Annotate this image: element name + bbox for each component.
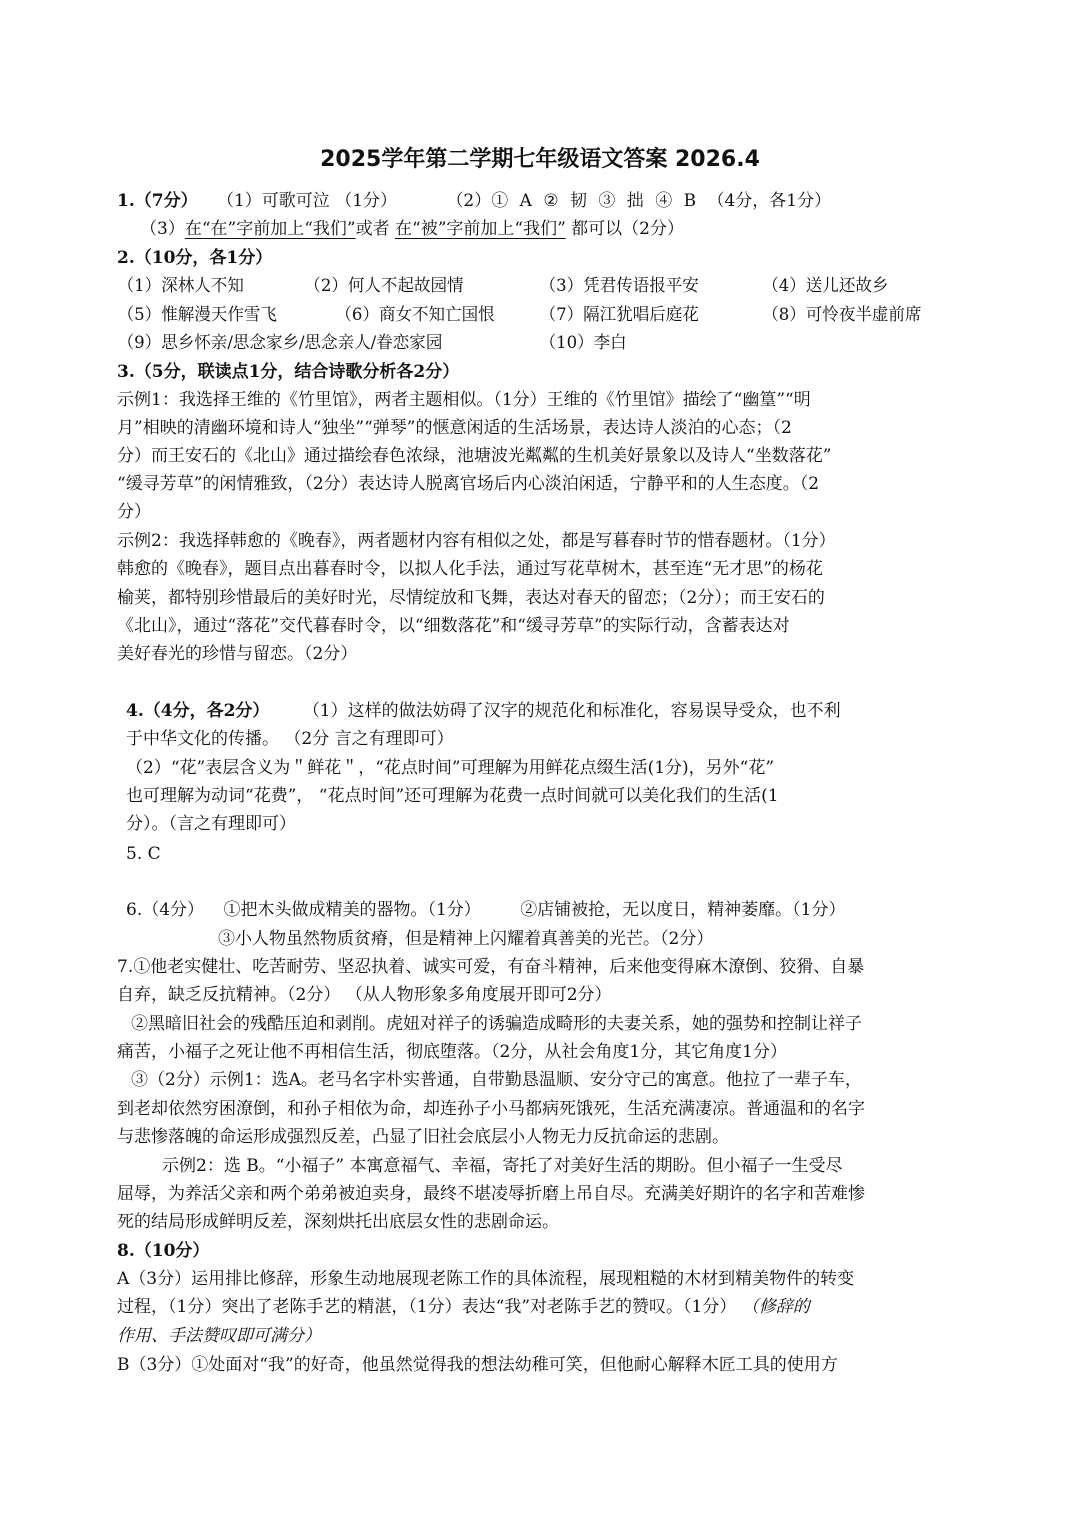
q3-line: 月”相映的清幽环境和诗人“独坐”“弹琴”的惬意闲适的生活场景，表达诗人淡泊的心态；（2 (117, 418, 792, 438)
q2-item: （1）深林人不知 (117, 276, 244, 296)
q8-heading: 8.（10分） (117, 1241, 210, 1261)
q6-answer-3: ③小人物虽然物质贫瘠，但是精神上闪耀着真善美的光芒。（2分） (218, 929, 714, 949)
q2-row-3 (0, 329, 1050, 357)
q3-line: 示例1：我选择王维的《竹里馆》，两者主题相似。（1分）王维的《竹里馆》描绘了“幽篁”“明 (117, 390, 811, 410)
q7-line: 死的结局形成鲜明反差，深刻烘托出底层女性的悲剧命运。 (117, 1212, 559, 1232)
q2-item: （6）商女不知亡国恨 (335, 305, 495, 325)
q2-item: （5）惟解漫天作雪飞 (117, 305, 277, 325)
q4-answer-1: （1）这样的做法妨碍了汉字的规范化和标准化，容易误导受众，也不利 (302, 701, 841, 721)
q1-answer-1: （1）可歌可泣 （1分） (216, 191, 398, 211)
q8-answer-a-text: 过程，（1分）突出了老陈手艺的精湛，（1分）表达“我”对老陈手艺的赞叹。（1分） (117, 1297, 742, 1317)
q6-answer-1: ①把木头做成精美的器物。（1分） (223, 900, 481, 920)
q4-line: 也可理解为动词“花费”， “花点时间”还可理解为花费一点时间就可以美化我们的生活(1 (126, 786, 779, 806)
q7-line: ②黑暗旧社会的残酷压迫和剥削。虎妞对祥子的诱骗造成畸形的夫妻关系，她的强势和控制让祥子 (131, 1014, 862, 1034)
q7-line: 自弃，缺乏反抗精神。（2分） （从人物形象多角度展开即可2分） (117, 985, 612, 1005)
q1-answer-3-prefix: （3） (140, 219, 185, 239)
q2-item: （9）思乡怀亲/思念家乡/思念亲人/眷恋家园 (117, 333, 443, 353)
q3-line: 示例2：我选择韩愈的《晚春》，两者题材内容有相似之处，都是写暮春时节的惜春题材。（1分） (117, 531, 836, 551)
q3-line: 美好春光的珍惜与留恋。（2分） (117, 644, 358, 664)
q3-line: “缓寻芳草”的闲情雅致，（2分）表达诗人脱离官场后内心淡泊闲适，宁静平和的人生态度。（2 (117, 474, 820, 494)
q3-heading: 3.（5分，联读点1分，结合诗歌分析各2分） (117, 362, 460, 382)
q1-answer-3-or: 或者 (355, 219, 395, 239)
q4-heading: 4.（4分，各2分） (126, 701, 270, 721)
q2-row-2 (0, 301, 1050, 329)
q5-answer: 5. C (126, 844, 161, 864)
q7-line: 痛苦，小福子之死让他不再相信生活，彻底堕落。（2分，从社会角度1分，其它角度1分） (117, 1042, 787, 1062)
q2-item: （3）凭君传语报平安 (539, 276, 699, 296)
q8-line: B（3分）①处面对“我”的好奇，他虽然觉得我的想法幼稚可笑，但他耐心解释木匠工具的使用方 (117, 1355, 838, 1375)
q1-answer-3-option-2: 在“被”字前加上“我们” (395, 219, 566, 239)
q7-line: 到老却依然穷困潦倒，和孙子相依为命，却连孙子小马都病死饿死，生活充满凄凉。普通温和的名字 (117, 1099, 865, 1119)
q2-item: （8）可怜夜半虚前席 (762, 305, 922, 325)
q3-line: 榆荚，都特别珍惜最后的美好时光，尽情绽放和飞舞，表达对春天的留恋；（2分）；而王安石的 (117, 588, 825, 608)
q2-item: （10）李白 (539, 333, 627, 353)
q1-answer-3-suffix: 都可以（2分） (565, 219, 684, 239)
q1-answer-3-option-1: 在“在”字前加上“我们” (184, 219, 356, 239)
q2-item: （7）隔江犹唱后庭花 (539, 305, 699, 325)
q6-heading: 6.（4分） (126, 900, 205, 920)
q7-line: ③（2分）示例1：选A。老马名字朴实普通，自带勤恳温顺、安分守己的寓意。他拉了一辈子车， (131, 1070, 862, 1090)
q3-line: 分） (117, 502, 151, 522)
q3-line: 韩愈的《晚春》，题目点出暮春时令，以拟人化手法，通过写花草树木，甚至连“无才思”的杨花 (117, 559, 823, 579)
q7-line: 与悲惨落魄的命运形成强烈反差，凸显了旧社会底层小人物无力反抗命运的悲剧。 (117, 1127, 729, 1147)
q3-line: 《北山》，通过“落花”交代暮春时令，以“细数落花”和“缓寻芳草”的实际行动，含蓄表达对 (117, 616, 790, 636)
q2-item: （4）送儿还故乡 (762, 276, 889, 296)
q1-line-2 (140, 215, 684, 243)
q7-line: 屈辱，为养活父亲和两个弟弟被迫卖身，最终不堪凌辱折磨上吊自尽。充满美好期许的名字和苦难惨 (117, 1184, 865, 1204)
q3-line: 分）而王安石的《北山》通过描绘春色浓绿，池塘波光粼粼的生机美好景象以及诗人“坐数落花” (117, 446, 832, 466)
q6-answer-2: ②店铺被抢，无以度日，精神萎靡。（1分） (520, 900, 846, 920)
q8-line: A（3分）运用排比修辞，形象生动地展现老陈工作的具体流程，展现粗糙的木材到精美物件的转变 (117, 1269, 855, 1289)
q8-answer-a-note: （修辞的 (741, 1297, 810, 1317)
q4-line: 于中华文化的传播。 （2分 言之有理即可） (126, 729, 454, 749)
q8-answer-a-note-cont: 作用、手法赞叹即可满分） (117, 1326, 321, 1346)
q4-line-1 (126, 697, 841, 725)
q2-item: （2）何人不起故园情 (304, 276, 464, 296)
q6-line-1 (126, 896, 846, 924)
q4-line: （2）“花”表层含义为＂鲜花＂，“花点时间”可理解为用鲜花点缀生活(1分)，另外“花” (126, 758, 775, 778)
q1-line-1 (117, 187, 831, 215)
q8-line (117, 1293, 810, 1321)
q1-heading: 1.（7分） (117, 191, 198, 211)
q4-line: 分）。（言之有理即可） (126, 814, 296, 834)
page-title: 2025学年第二学期七年级语文答案 2026.4 (320, 147, 760, 172)
q2-heading: 2.（10分，各1分） (117, 248, 273, 268)
q7-line: 7.①他老实健壮、吃苦耐劳、坚忍执着、诚实可爱，有奋斗精神，后来他变得麻木潦倒、狡猾、自暴 (117, 957, 865, 977)
q7-line: 示例2：选 B。“小福子” 本寓意福气、幸福，寄托了对美好生活的期盼。但小福子一生受尽 (162, 1156, 843, 1176)
q2-row-1 (0, 272, 1050, 300)
q1-answer-2: （2）① A ② 韧 ③ 拙 ④ B （4分，各1分） (446, 191, 832, 211)
